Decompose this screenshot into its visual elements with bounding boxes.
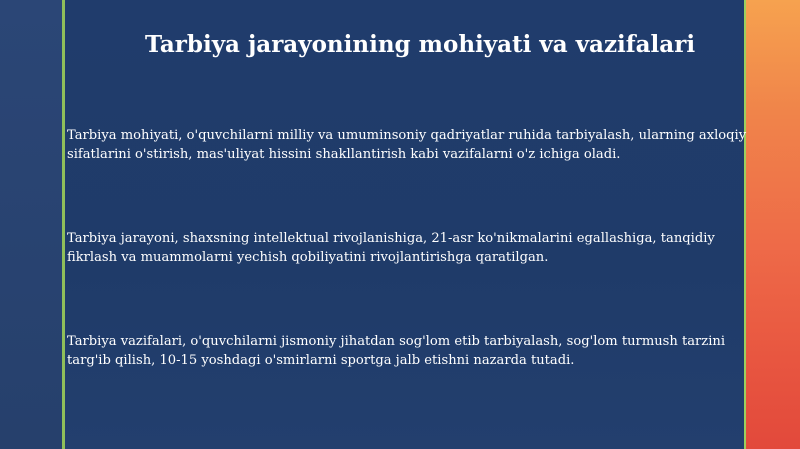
paragraph-mohiyat: Tarbiya mohiyati, o'quvchilarni milliy va umuminsoniy qadriyatlar ruhida tarbiyalash, ularning axloqiy sifatlarini o'stirish, mas'uliyat hissini shakllantirish kabi vazifalarni o'z ichiga oladi. bbox=[67, 128, 747, 162]
slide-title: Tarbiya jarayonining mohiyati va vazifalari bbox=[144, 31, 696, 58]
right-gradient-strip bbox=[746, 0, 800, 449]
left-background-strip bbox=[0, 0, 62, 449]
paragraph-vazifalar: Tarbiya vazifalari, o'quvchilarni jismoniy jihatdan sog'lom etib tarbiyalash, sog'lom turmush tarzini targ'ib qilish, 10-15 yoshdagi o'smirlarni sportga jalb etishni nazarda tutadi. bbox=[67, 334, 726, 368]
paragraph-jarayon: Tarbiya jarayoni, shaxsning intellektual rivojlanishiga, 21-asr ko'nikmalarini egallashiga, tanqidiy fikrlash va muammolarni yechish qobiliyatini rivojlantirishga qaratilgan. bbox=[67, 231, 715, 265]
content-panel bbox=[65, 0, 746, 449]
